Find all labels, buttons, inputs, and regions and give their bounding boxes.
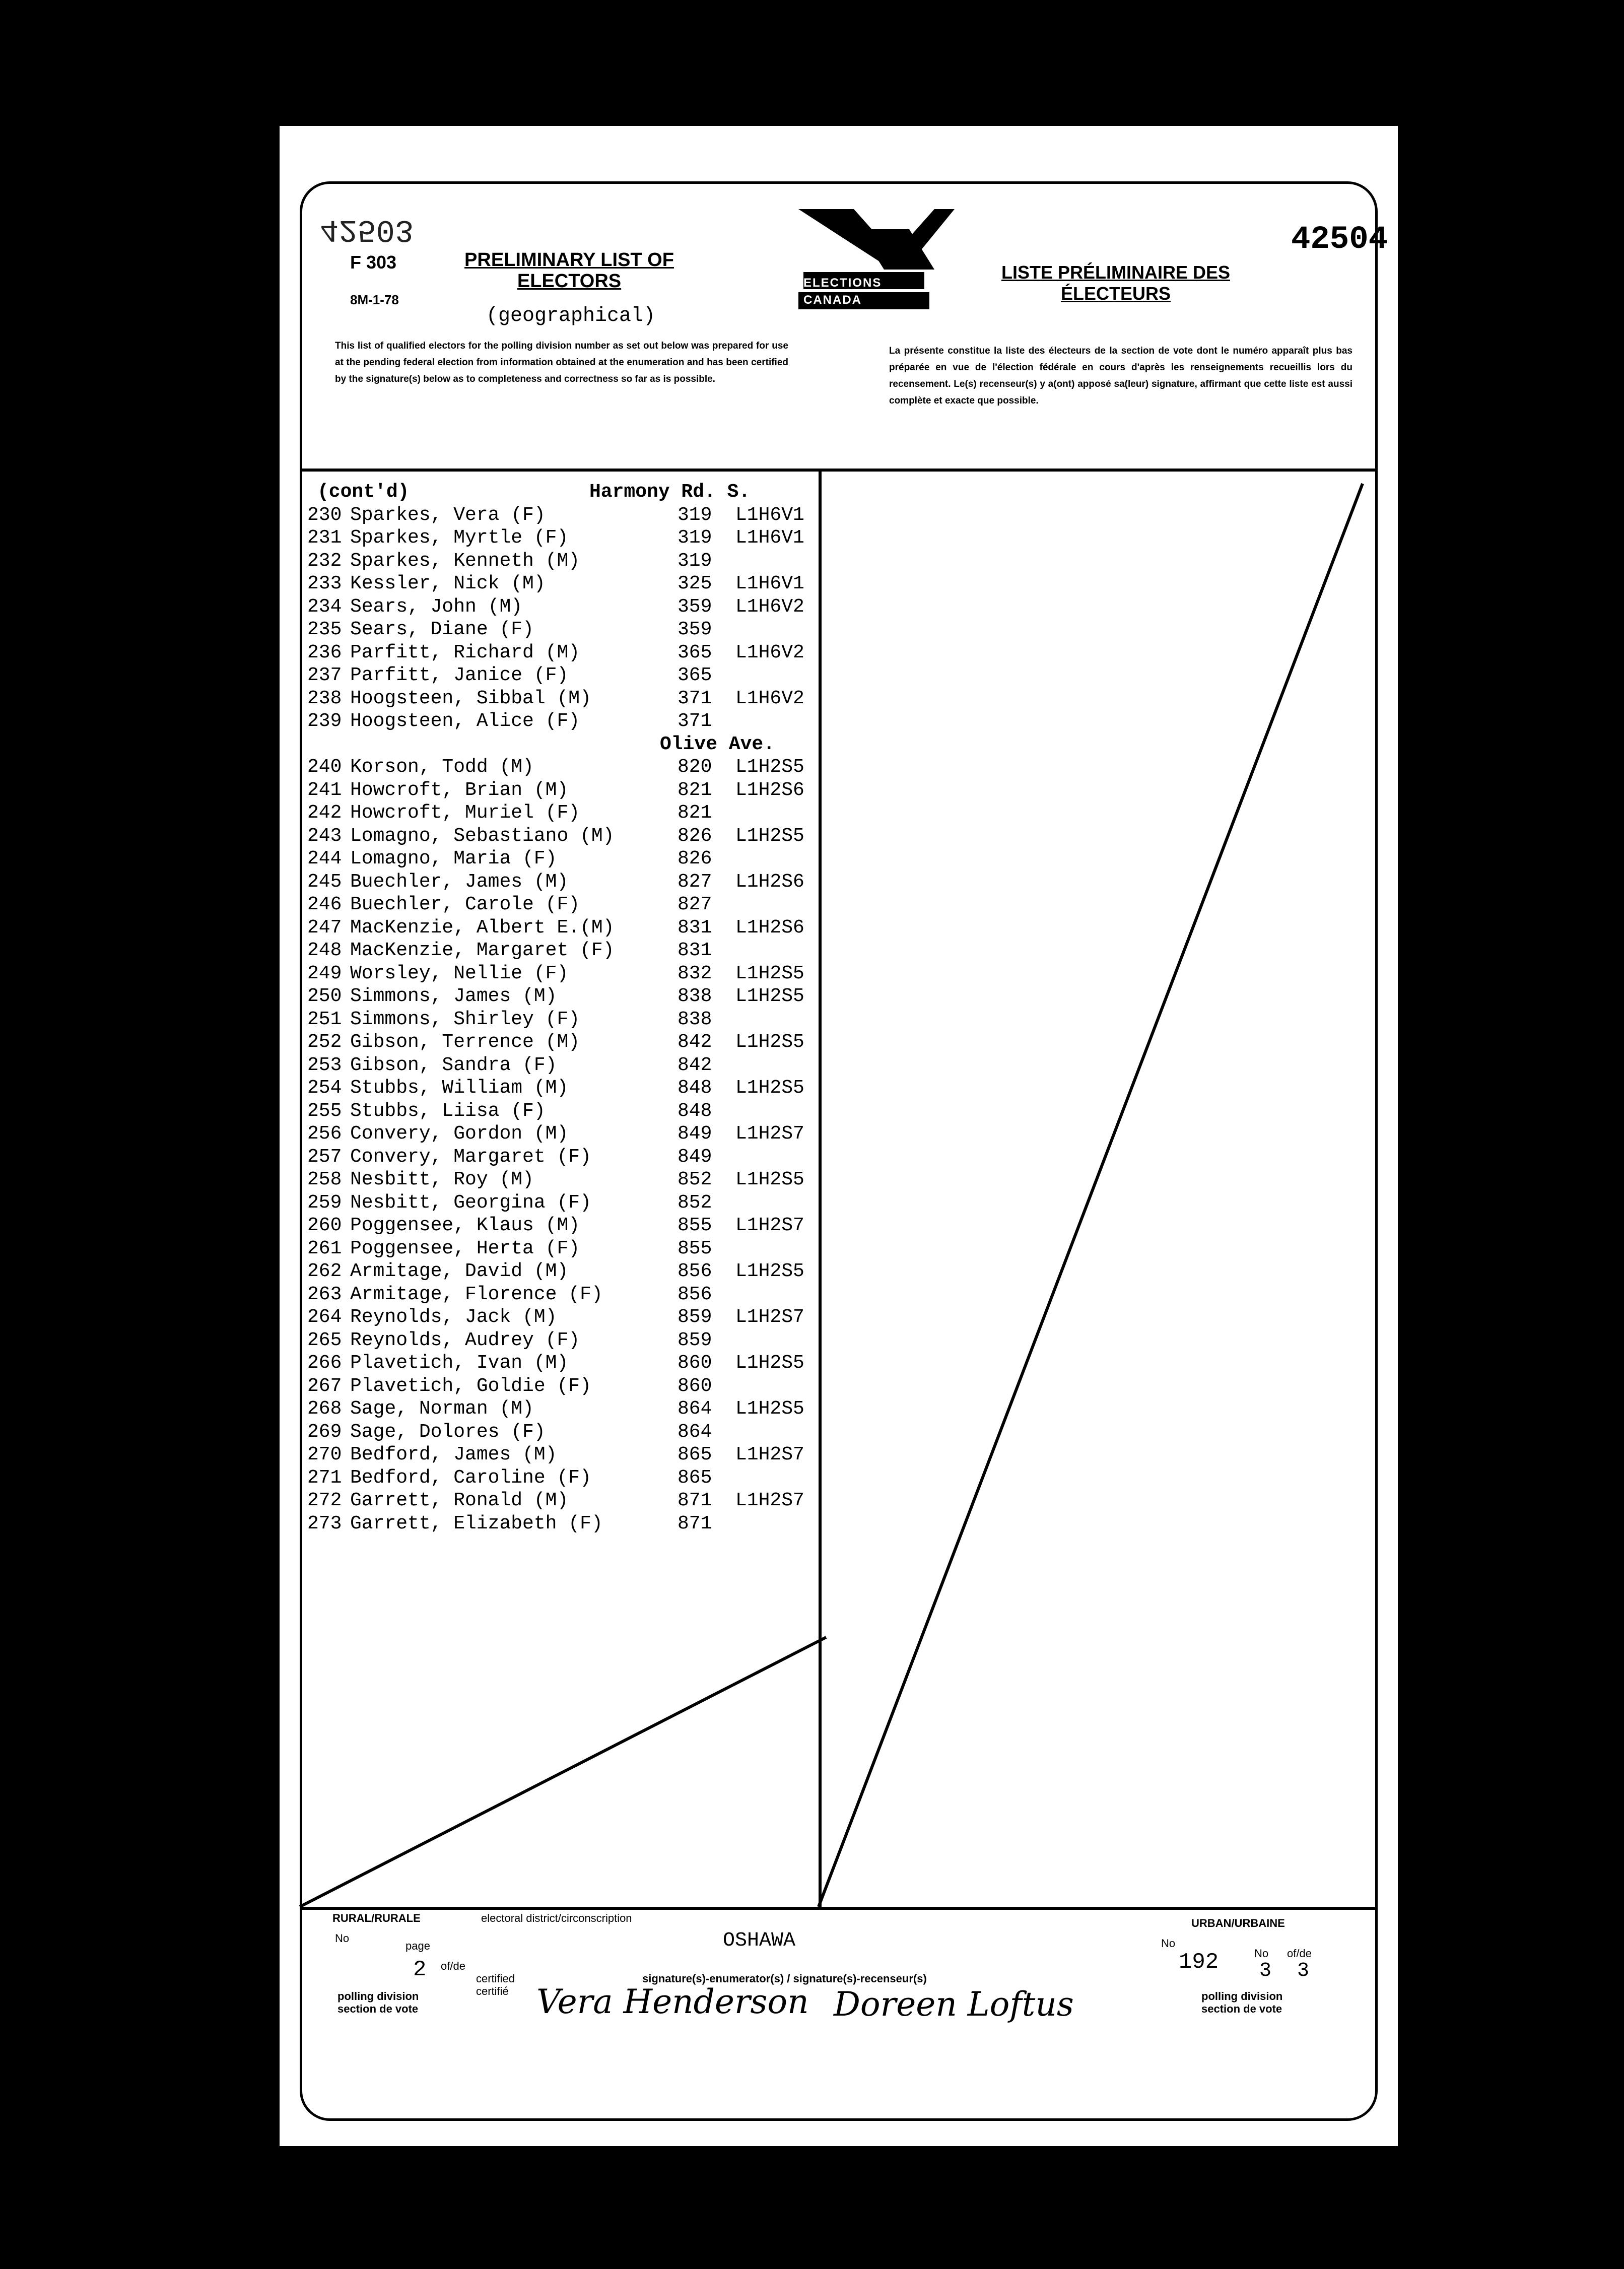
elector-number: 257 [307,1146,342,1168]
elector-name: MacKenzie, Margaret (F) [350,940,615,961]
elector-address: 826 [678,848,712,870]
elector-number: 248 [307,940,342,961]
elector-row [307,1009,821,1032]
intro-english: This list of qualified electors for the polling division number as set out below was prepared for use at the pending federal election from information obtained at the enumeration and has been certified by the signature(s) below as to completeness and correctness so far as is possible. [335,341,788,384]
elector-address: 848 [678,1100,712,1122]
elector-row [307,1375,821,1398]
elector-address: 842 [678,1054,712,1076]
elector-number: 255 [307,1100,342,1122]
elector-name: Garrett, Elizabeth (F) [350,1512,603,1534]
elector-address: 864 [678,1398,712,1420]
elector-name: Reynolds, Jack (M) [350,1306,557,1328]
elector-row [307,1329,821,1353]
district-label: electoral district/circonscription [481,1912,632,1924]
elector-row [307,1192,821,1215]
elector-address: 871 [678,1490,712,1511]
elector-postal-code: L1H2S7 [735,1123,804,1145]
elector-name: Simmons, James (M) [350,985,557,1007]
elector-number: 238 [307,687,342,709]
logo-text: ELECTIONS CANADA [803,276,882,307]
of-label-right: of/de [1287,1947,1312,1960]
certified-label: certified [476,1972,515,1985]
elector-postal-code: L1H6V2 [735,595,804,618]
elector-address: 859 [678,1306,712,1328]
elector-address: 826 [678,825,712,847]
elector-row [307,596,821,619]
elector-number: 244 [307,848,342,870]
elector-name: Nesbitt, Roy (M) [350,1169,534,1190]
elector-row [307,871,821,894]
page-right-of-value: 3 [1297,1960,1310,1982]
elector-list [307,481,821,1536]
elector-postal-code: L1H2S5 [735,756,804,778]
page-right-value: 3 [1259,1960,1272,1982]
elector-row [307,1054,821,1078]
street-header [307,733,821,757]
elector-number: 233 [307,573,342,594]
elector-postal-code: L1H2S5 [735,1398,804,1420]
elector-name: Gibson, Sandra (F) [350,1054,557,1076]
elector-number: 262 [307,1260,342,1282]
elector-postal-code: L1H6V1 [735,504,804,526]
elector-name: Stubbs, William (M) [350,1077,569,1099]
elector-address: 371 [678,687,712,709]
elector-name: Hoogsteen, Sibbal (M) [350,687,591,709]
elector-address: 827 [678,894,712,915]
signature-label: signature(s)-enumerator(s) / signature(s)-recenseur(s) [642,1972,927,1985]
rural-label: RURAL/RURALE [332,1912,421,1924]
serial-number: 42504 [1291,222,1388,258]
elector-number: 268 [307,1398,342,1420]
elector-name: Sage, Dolores (F) [350,1421,546,1443]
elector-name: Reynolds, Audrey (F) [350,1329,580,1351]
elector-address: 860 [678,1352,712,1374]
elector-number: 259 [307,1191,342,1214]
elector-address: 865 [678,1466,712,1489]
street-header [307,481,821,504]
elector-postal-code: L1H2S6 [735,916,804,939]
elector-name: Sparkes, Vera (F) [350,504,546,526]
elector-number: 261 [307,1237,342,1259]
elector-number: 253 [307,1054,342,1076]
elector-address: 365 [678,641,712,663]
elector-row [307,710,821,733]
elector-address: 849 [678,1123,712,1145]
poll-number: 192 [1179,1950,1219,1975]
district-value: OSHAWA [723,1929,796,1952]
elector-row [307,1169,821,1192]
elector-number: 234 [307,595,342,618]
elector-number: 263 [307,1283,342,1305]
elector-address: 832 [678,962,712,984]
no-label-left: No [335,1932,350,1945]
elector-address: 359 [678,619,712,640]
urban-label: URBAN/URBAINE [1191,1917,1285,1929]
elector-number: 243 [307,825,342,847]
elector-number: 252 [307,1031,342,1053]
elector-name: Poggensee, Herta (F) [350,1237,580,1259]
elector-name: Parfitt, Janice (F) [350,664,569,686]
section-de-vote-label-right: section de vote [1201,2003,1282,2015]
elector-address: 319 [678,550,712,572]
elector-name: Garrett, Ronald (M) [350,1490,569,1511]
page-label: page [405,1940,430,1952]
elector-name: Simmons, Shirley (F) [350,1008,580,1030]
elector-row [307,779,821,803]
elector-row [307,1100,821,1123]
elector-row [307,1467,821,1490]
form-number: F 303 [350,252,397,273]
elector-number: 247 [307,916,342,939]
elector-postal-code: L1H2S5 [735,1169,804,1190]
elector-address: 842 [678,1031,712,1053]
page-label-right: No [1254,1947,1269,1960]
elector-postal-code: L1H6V2 [735,641,804,663]
elector-row [307,1238,821,1261]
elections-canada-logo [783,209,955,325]
elector-name: Buechler, James (M) [350,871,569,893]
elector-address: 820 [678,756,712,778]
elector-number: 272 [307,1490,342,1511]
elector-row [307,619,821,642]
mirrored-serial-number: 42503 [320,212,414,247]
elector-row [307,1077,821,1100]
elector-name: Korson, Todd (M) [350,756,534,778]
elector-row [307,985,821,1009]
elector-name: Parfitt, Richard (M) [350,641,580,663]
of-label-left: of/de [441,1960,465,1972]
elector-row [307,1284,821,1307]
elector-number: 249 [307,962,342,984]
elector-postal-code: L1H2S5 [735,1260,804,1282]
elector-name: Hoogsteen, Alice (F) [350,710,580,732]
elector-postal-code: L1H6V2 [735,687,804,709]
elector-address: 871 [678,1512,712,1534]
elector-address: 359 [678,595,712,618]
elector-address: 865 [678,1444,712,1465]
street-name: Harmony Rd. S. [589,481,751,503]
elector-address: 325 [678,573,712,594]
elector-row [307,802,821,825]
elector-row [307,1398,821,1421]
polling-division-label-right: polling division [1201,1990,1283,2003]
elector-row [307,1306,821,1329]
section-de-vote-label: section de vote [337,2003,419,2015]
elector-address: 319 [678,527,712,549]
elector-address: 821 [678,802,712,824]
elector-name: Convery, Gordon (M) [350,1123,569,1145]
signature-enumerator-1: Vera Henderson [536,1982,809,2021]
elector-name: Nesbitt, Georgina (F) [350,1191,591,1214]
elector-number: 266 [307,1352,342,1374]
elector-name: Kessler, Nick (M) [350,573,546,594]
elector-number: 254 [307,1077,342,1099]
intro-french: La présente constitue la liste des électeurs de la section de vote dont le numéro apparaît plus bas préparée en vue de l'élection fédérale en cours d'après les renseignements recueillis lors du recensement. Le(s) recenseur(s) y a(ont) apposé sa(leur) signature, affirmant que cette liste est aussi complète et exacte que possible. [889,346,1352,406]
elector-row [307,1352,821,1375]
elector-postal-code: L1H2S5 [735,1352,804,1374]
elector-postal-code: L1H2S7 [735,1444,804,1465]
elector-address: 852 [678,1169,712,1190]
elector-postal-code: L1H2S5 [735,1077,804,1099]
elector-number: 242 [307,802,342,824]
elector-name: Stubbs, Liisa (F) [350,1100,546,1122]
elector-row [307,963,821,986]
elector-name: Sparkes, Myrtle (F) [350,527,569,549]
elector-name: Bedford, James (M) [350,1444,557,1465]
title-french: LISTE PRÉLIMINAIRE DES ÉLECTEURS [1001,262,1231,304]
elector-address: 852 [678,1191,712,1214]
elector-postal-code: L1H2S6 [735,779,804,801]
elector-row [307,642,821,665]
elector-row [307,664,821,688]
subtitle-english: (geographical) [486,305,656,327]
elector-name: Sparkes, Kenneth (M) [350,550,580,572]
elector-row [307,1260,821,1284]
elector-name: Lomagno, Maria (F) [350,848,557,870]
elector-number: 230 [307,504,342,526]
elector-name: Sears, John (M) [350,595,523,618]
elector-row [307,1444,821,1467]
elector-name: Armitage, Florence (F) [350,1283,603,1305]
elector-number: 231 [307,527,342,549]
elector-name: Gibson, Terrence (M) [350,1031,580,1053]
elector-name: Bedford, Caroline (F) [350,1466,591,1489]
elector-number: 236 [307,641,342,663]
elector-address: 864 [678,1421,712,1443]
elector-number: 235 [307,619,342,640]
elector-row [307,825,821,848]
header-divider [300,469,1378,472]
elector-address: 827 [678,871,712,893]
elector-address: 849 [678,1146,712,1168]
elector-row [307,573,821,596]
elector-address: 371 [678,710,712,732]
elector-address: 319 [678,504,712,526]
elector-number: 237 [307,664,342,686]
elector-number: 241 [307,779,342,801]
elector-name: Sage, Norman (M) [350,1398,534,1420]
elector-name: Howcroft, Muriel (F) [350,802,580,824]
elector-address: 821 [678,779,712,801]
elector-name: Buechler, Carole (F) [350,894,580,915]
elector-row [307,1215,821,1238]
elector-address: 856 [678,1260,712,1282]
elector-number: 250 [307,985,342,1007]
elector-postal-code: L1H6V1 [735,527,804,549]
elector-row [307,1421,821,1444]
elector-postal-code: L1H2S5 [735,985,804,1007]
polling-division-label: polling division [337,1990,419,2003]
elector-address: 855 [678,1215,712,1236]
elector-address: 855 [678,1237,712,1259]
elector-number: 265 [307,1329,342,1351]
signature-enumerator-2: Doreen Loftus [834,1985,1074,2024]
elector-row [307,917,821,940]
elector-number: 239 [307,710,342,732]
elector-row [307,504,821,527]
elector-address: 848 [678,1077,712,1099]
elector-number: 251 [307,1008,342,1030]
elector-number: 240 [307,756,342,778]
elector-postal-code: L1H2S7 [735,1490,804,1511]
street-name: Olive Ave. [660,733,775,755]
elector-name: Howcroft, Brian (M) [350,779,569,801]
elector-postal-code: L1H6V1 [735,573,804,594]
elector-row [307,1146,821,1169]
elector-number: 269 [307,1421,342,1443]
elector-row [307,756,821,779]
elector-name: Worsley, Nellie (F) [350,962,569,984]
elector-row [307,550,821,573]
form-date: 8M-1-78 [350,292,399,307]
elector-name: Convery, Margaret (F) [350,1146,591,1168]
elector-row [307,1123,821,1146]
elector-address: 838 [678,985,712,1007]
footer-divider [300,1907,1378,1910]
elector-row [307,1513,821,1536]
certifie-label: certifié [476,1985,509,1997]
elector-address: 365 [678,664,712,686]
elector-row [307,1031,821,1054]
elector-row [307,940,821,963]
elector-row [307,527,821,550]
ballot-sheet [280,126,1398,2146]
elector-number: 232 [307,550,342,572]
elector-name: Armitage, David (M) [350,1260,569,1282]
elector-postal-code: L1H2S5 [735,825,804,847]
continued-label: (cont'd) [317,481,410,503]
elector-number: 256 [307,1123,342,1145]
elector-number: 273 [307,1512,342,1534]
elector-name: Lomagno, Sebastiano (M) [350,825,615,847]
elector-number: 258 [307,1169,342,1190]
title-english: PRELIMINARY LIST OF ELECTORS [464,249,674,292]
elector-address: 838 [678,1008,712,1030]
elector-row [307,688,821,711]
elector-address: 831 [678,940,712,961]
elector-row [307,848,821,871]
elector-number: 260 [307,1215,342,1236]
elector-name: Poggensee, Klaus (M) [350,1215,580,1236]
elector-number: 264 [307,1306,342,1328]
elector-name: MacKenzie, Albert E.(M) [350,916,615,939]
elector-address: 859 [678,1329,712,1351]
elector-postal-code: L1H2S6 [735,871,804,893]
elector-row [307,1490,821,1513]
elector-address: 831 [678,916,712,939]
elector-number: 246 [307,894,342,915]
elector-row [307,894,821,917]
elector-postal-code: L1H2S5 [735,1031,804,1053]
elector-postal-code: L1H2S7 [735,1215,804,1236]
elector-name: Plavetich, Goldie (F) [350,1375,591,1397]
elector-postal-code: L1H2S7 [735,1306,804,1328]
page-left-value: 2 [413,1957,427,1982]
elector-number: 245 [307,871,342,893]
elector-number: 271 [307,1466,342,1489]
elector-postal-code: L1H2S5 [735,962,804,984]
elector-name: Plavetich, Ivan (M) [350,1352,569,1374]
elector-address: 856 [678,1283,712,1305]
elector-address: 860 [678,1375,712,1397]
elector-number: 267 [307,1375,342,1397]
no-label-right: No [1161,1937,1176,1950]
elector-name: Sears, Diane (F) [350,619,534,640]
elector-number: 270 [307,1444,342,1465]
